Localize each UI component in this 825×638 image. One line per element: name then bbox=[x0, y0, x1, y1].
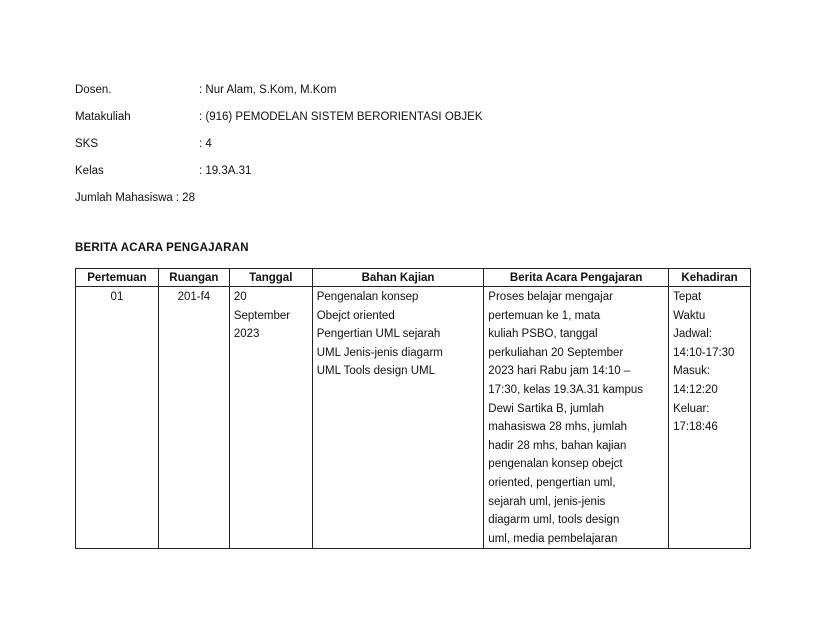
column-header-bahan-kajian: Bahan Kajian bbox=[312, 269, 484, 287]
course-info bbox=[75, 76, 775, 211]
cell-text: Tepat Waktu Jadwal: 14:10-17:30 Masuk: 14:12:20 Keluar: 17:18:46 bbox=[673, 291, 735, 434]
cell-text: Proses belajar mengajar pertemuan ke 1, mata kuliah PSBO, tanggal perkuliahan 20 September 2023 hari Rabu jam 14:10 – 17:30, kelas 19.3A.31 kampus Dewi Sartika B, jumlah mahasiswa 28 mhs, jumlah hadir 28 mhs, bahan kajian pengenalan konsep obejct oriented, pengertian uml, sejarah uml, jenis-jenis diagarm uml, tools design uml, media pembelajaran bbox=[488, 291, 644, 545]
cell-kehadiran bbox=[669, 287, 751, 549]
cell-text: 20 September 2023 bbox=[233, 291, 291, 341]
table-header-row bbox=[76, 269, 751, 287]
cell-bahan-kajian bbox=[312, 287, 484, 549]
berita-acara-table bbox=[75, 268, 751, 549]
info-label: SKS bbox=[75, 137, 99, 150]
section-title: BERITA ACARA PENGAJARAN bbox=[75, 242, 249, 254]
info-row-sks bbox=[75, 130, 775, 157]
info-value: : 19.3A.31 bbox=[199, 164, 252, 177]
info-row-jumlah-mahasiswa bbox=[75, 184, 775, 211]
info-value: : Nur Alam, S.Kom, M.Kom bbox=[199, 83, 337, 96]
info-row-matakuliah bbox=[75, 103, 775, 130]
cell-text: Pengenalan konsep Obejct oriented Pengertian UML sejarah UML Jenis-jenis diagarm UML Tools design UML bbox=[316, 291, 443, 378]
info-value: : 4 bbox=[199, 137, 212, 150]
column-header-tanggal: Tanggal bbox=[229, 269, 312, 287]
info-label: Matakuliah bbox=[75, 110, 131, 123]
column-header-berita-acara: Berita Acara Pengajaran bbox=[484, 269, 669, 287]
column-header-ruangan: Ruangan bbox=[158, 269, 229, 287]
cell-pertemuan bbox=[76, 287, 159, 549]
cell-ruangan bbox=[158, 287, 229, 549]
info-value: : (916) PEMODELAN SISTEM BERORIENTASI OBJEK bbox=[199, 110, 483, 123]
info-label: Jumlah Mahasiswa bbox=[75, 191, 173, 204]
cell-berita-acara bbox=[484, 287, 669, 549]
cell-text: 01 bbox=[110, 291, 124, 303]
column-header-pertemuan: Pertemuan bbox=[76, 269, 159, 287]
cell-tanggal bbox=[229, 287, 312, 549]
table-row bbox=[76, 287, 751, 549]
cell-text: 201-f4 bbox=[177, 291, 211, 303]
info-row-kelas bbox=[75, 157, 775, 184]
column-header-kehadiran: Kehadiran bbox=[669, 269, 751, 287]
info-value: : 28 bbox=[175, 191, 195, 204]
info-label: Dosen. bbox=[75, 83, 112, 96]
info-row-dosen bbox=[75, 76, 775, 103]
info-label: Kelas bbox=[75, 164, 104, 177]
